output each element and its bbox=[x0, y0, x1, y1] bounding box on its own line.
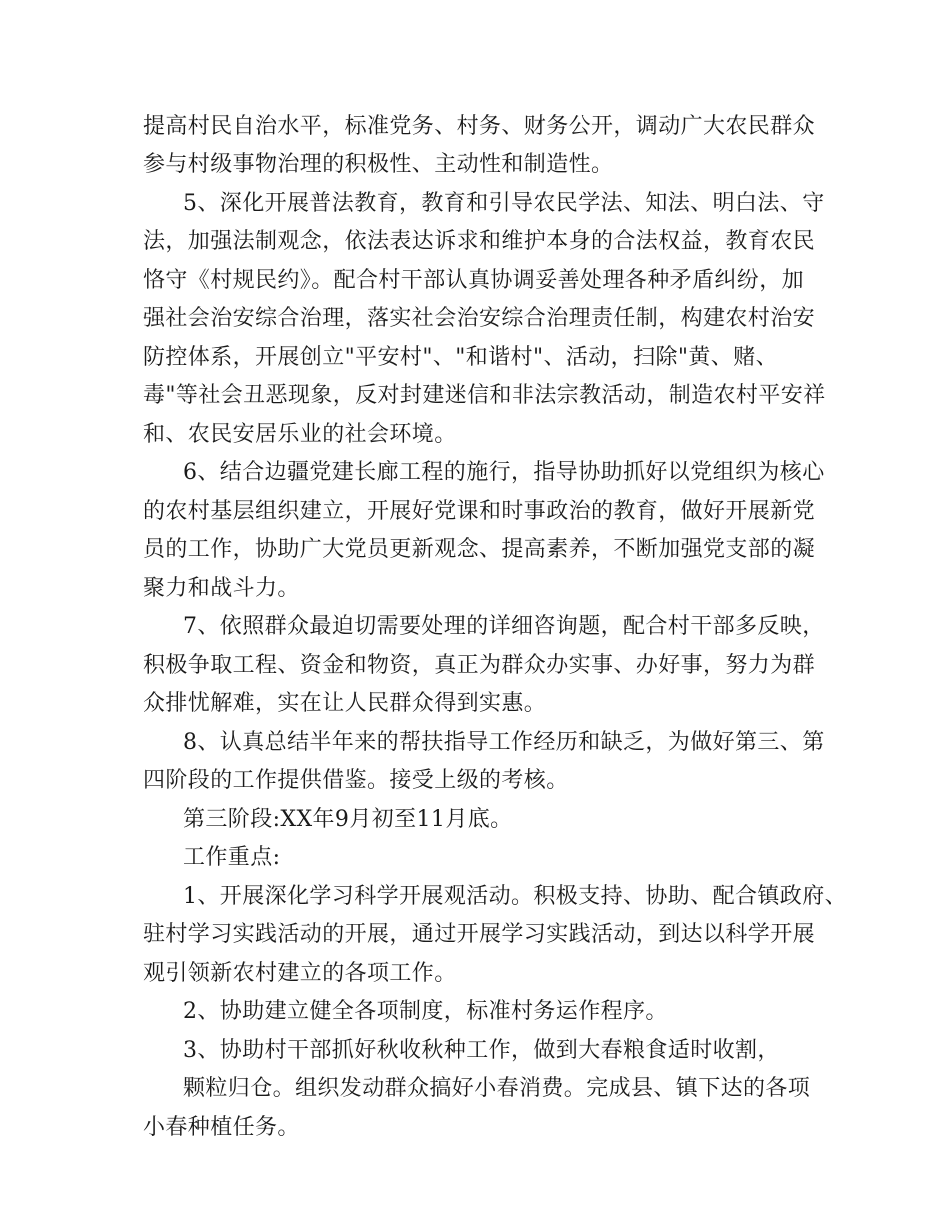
text-line: 四阶段的工作提供借鉴。接受上级的考核。 bbox=[143, 768, 569, 793]
text-line: 8、认真总结半年来的帮扶指导工作经历和缺乏，为做好第三、第 bbox=[183, 730, 825, 755]
text-line: 毒"等社会丑恶现象，反对封建迷信和非法宗教活动，制造农村平安祥 bbox=[143, 383, 826, 408]
text-line: 5、深化开展普法教育，教育和引导农民学法、知法、明白法、守 bbox=[183, 191, 825, 216]
text-line: 法，加强法制观念，依法表达诉求和维护本身的合法权益，教育农民 bbox=[143, 229, 816, 254]
text-line: 和、农民安居乐业的社会环境。 bbox=[143, 422, 457, 447]
text-line: 积极争取工程、资金和物资，真正为群众办实事、办好事，努力为群 bbox=[143, 653, 816, 678]
text-line: 员的工作，协助广大党员更新观念、提高素养，不断加强党支部的凝 bbox=[143, 537, 816, 562]
text-line: 2、协助建立健全各项制度，标准村务运作程序。 bbox=[183, 999, 668, 1024]
text-line: 1、开展深化学习科学开展观活动。积极支持、协助、配合镇政府、 bbox=[183, 884, 847, 909]
text-line: 3、协助村干部抓好秋收秋种工作，做到大春粮食适时收割， bbox=[183, 1038, 780, 1063]
text-line: 6、结合边疆党建长廊工程的施行，指导协助抓好以党组织为核心 bbox=[183, 460, 825, 485]
text-line: 众排忧解难，实在让人民群众得到实惠。 bbox=[143, 691, 547, 716]
text-line: 聚力和战斗力。 bbox=[143, 576, 300, 601]
text-line: 小春种植任务。 bbox=[143, 1115, 300, 1140]
text-line: 的农村基层组织建立，开展好党课和时事政治的教育，做好开展新党 bbox=[143, 499, 816, 524]
text-line: 7、依照群众最迫切需要处理的详细咨询题，配合村干部多反映， bbox=[183, 614, 825, 639]
text-line: 强社会治安综合治理，落实社会治安综合治理责任制，构建农村治安 bbox=[143, 306, 816, 331]
text-line: 驻村学习实践活动的开展，通过开展学习实践活动，到达以科学开展 bbox=[143, 922, 816, 947]
text-line: 参与村级事物治理的积极性、主动性和制造性。 bbox=[143, 152, 614, 177]
text-line: 提高村民自治水平，标准党务、村务、财务公开，调动广大农民群众 bbox=[143, 114, 816, 139]
text-line: 第三阶段:XX年9月初至11月底。 bbox=[183, 807, 513, 832]
text-line: 颗粒归仓。组织发动群众搞好小春消费。完成县、镇下达的各项 bbox=[183, 1076, 811, 1101]
text-line: 防控体系，开展创立"平安村"、"和谐村"、活动，扫除"黄、赌、 bbox=[143, 345, 778, 370]
text-line: 观引领新农村建立的各项工作。 bbox=[143, 961, 457, 986]
text-line: 恪守《村规民约》。配合村干部认真协调妥善处理各种矛盾纠纷，加 bbox=[143, 268, 805, 293]
text-line: 工作重点: bbox=[183, 845, 281, 870]
